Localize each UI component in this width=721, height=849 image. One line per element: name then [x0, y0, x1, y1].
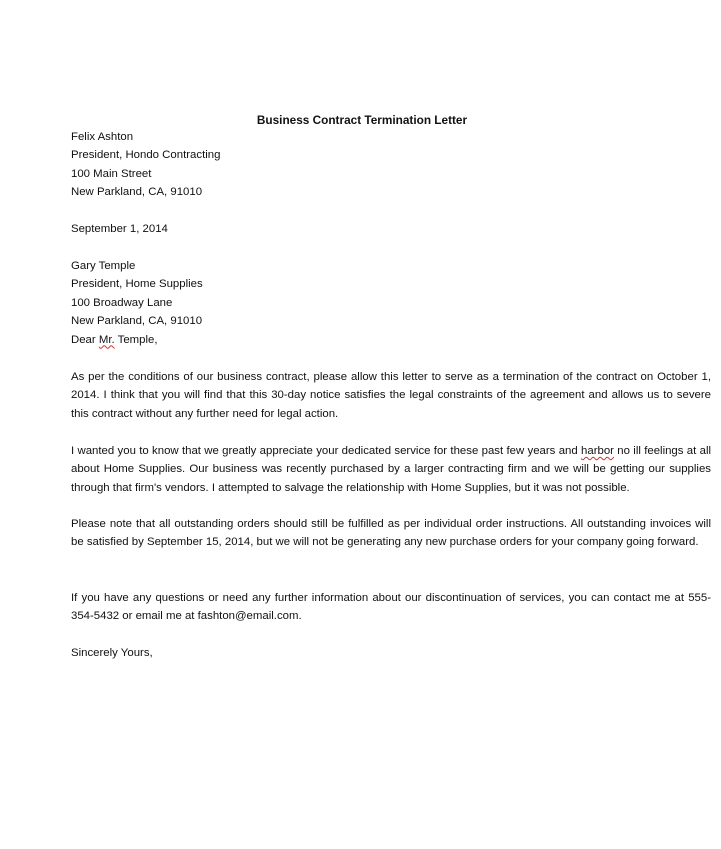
sender-city: New Parkland, CA, 91010: [71, 186, 203, 199]
salutation-prefix: Dear: [71, 333, 99, 346]
letter-title: Business Contract Termination Letter: [256, 113, 468, 127]
closing: Sincerely Yours,: [71, 647, 153, 659]
paragraph-termination-notice: As per the conditions of our business contract, please allow this letter to serve as a termination of the contract on October 1, 2014. I think that you will find that this 30-day notice satisfies the legal constraints of the agreement and allows us to severe this contract without any further need for legal action.: [71, 371, 711, 420]
letter-date: September 1, 2014: [71, 223, 168, 235]
closing-block: [71, 644, 711, 662]
sender-street: 100 Main Street: [71, 167, 152, 180]
sender-address: [71, 128, 711, 202]
letter-title-container: [71, 113, 653, 128]
paragraph-appreciation: [71, 442, 711, 497]
salutation-suffix: Temple,: [114, 333, 158, 346]
recipient-city: New Parkland, CA, 91010: [71, 315, 203, 328]
recipient-name: Gary Temple: [71, 260, 136, 272]
sender-title: President, Hondo Contracting: [71, 149, 221, 162]
paragraph-appreciation-part2: no ill feelings at all about Home Supplies. Our business was recently purchased by a larger contracting firm and we will be getting our supplies through that firm's vendors. I attempted to salvage the relationship with Home Supplies, but it was not possible.: [71, 445, 712, 494]
sender-name: Felix Ashton: [71, 131, 134, 143]
paragraph-outstanding-orders: Please note that all outstanding orders should still be fulfilled as per individual order instructions. All outstanding invoices will be satisfied by September 15, 2014, but we will not be generating any new purchase orders for your company going forward.: [71, 518, 711, 549]
paragraph-appreciation-part1: I wanted you to know that we greatly appreciate your dedicated service for these past few years and: [71, 445, 582, 457]
paragraph-contact-info: If you have any questions or need any further information about our discontinuation of services, you can contact me at 555-354-5432 or email me at fashton@email.com.: [71, 592, 711, 623]
letter-date-block: [71, 220, 711, 238]
flagged-word: harbor: [581, 445, 614, 457]
salutation: [71, 331, 711, 349]
recipient-title: President, Home Supplies: [71, 278, 203, 291]
recipient-address: [71, 257, 711, 349]
recipient-street: 100 Broadway Lane: [71, 296, 173, 309]
salutation-honorific: Mr.: [98, 333, 115, 346]
